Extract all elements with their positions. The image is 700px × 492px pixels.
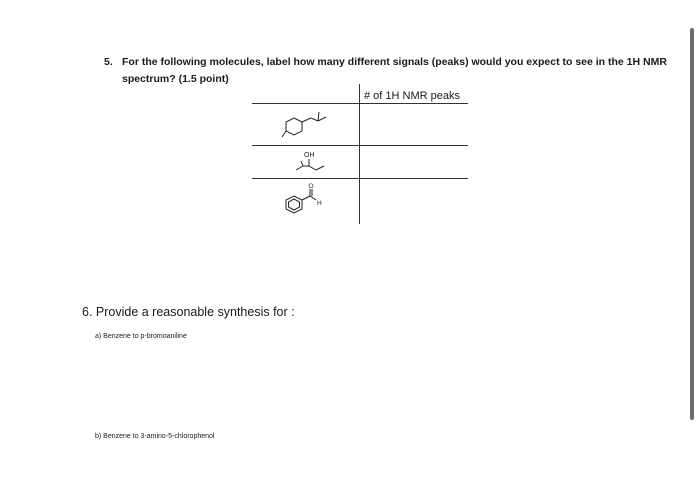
vertical-scrollbar[interactable] <box>690 28 694 420</box>
table-column-rule <box>359 84 360 224</box>
question-5-number: 5. <box>104 56 113 68</box>
table-header-rule <box>252 103 468 104</box>
question-6-part-b: b) Benzene to 3-amino-5-chlorophenol <box>95 433 215 440</box>
question-5-text-line2: spectrum? (1.5 point) <box>122 73 229 85</box>
alcohol-structure-icon <box>292 148 342 176</box>
benzaldehyde-structure-icon <box>282 181 338 219</box>
table-row-rule <box>252 178 468 179</box>
methylcyclohexane-structure-icon <box>280 110 336 142</box>
question-5-text-line1: For the following molecules, label how many different signals (peaks) would you expect to see in the 1H NMR <box>122 56 667 68</box>
column-header-nmr-peaks: # of 1H NMR peaks <box>364 90 460 102</box>
question-6-part-a: a) Benzene to p-bromoaniline <box>95 333 187 340</box>
nmr-table <box>252 84 468 224</box>
oh-label: OH <box>304 152 315 159</box>
table-row-rule <box>252 145 468 146</box>
aldehyde-hydrogen-label: H <box>317 200 322 207</box>
question-6-title: 6. Provide a reasonable synthesis for : <box>82 305 295 319</box>
carbonyl-oxygen-label: O <box>308 183 314 190</box>
